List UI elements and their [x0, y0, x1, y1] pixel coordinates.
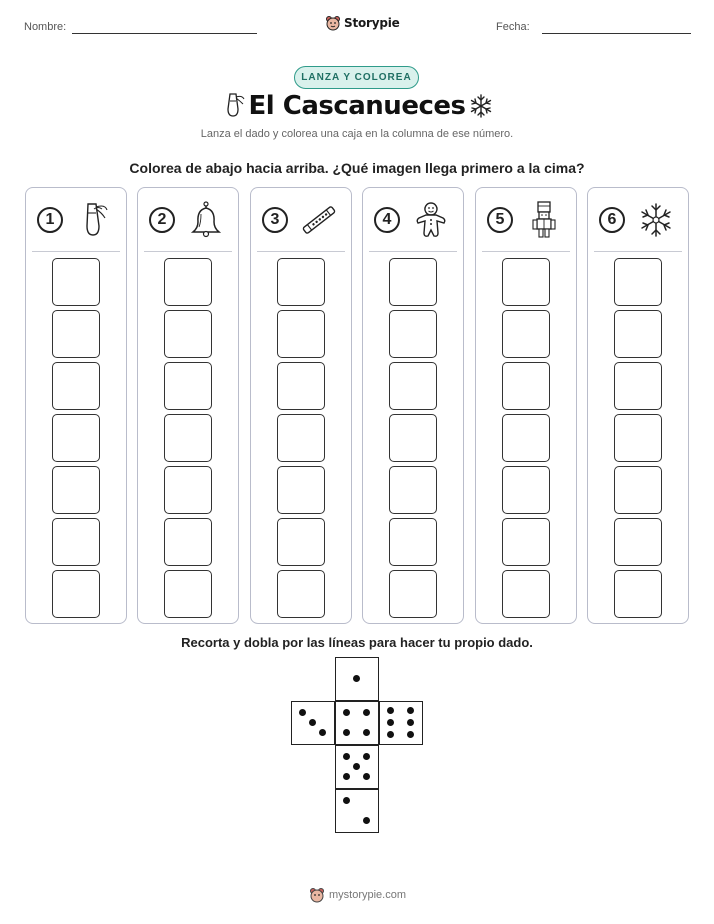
color-box[interactable]	[614, 466, 662, 514]
gingerbread-man-icon	[411, 200, 451, 240]
color-box[interactable]	[164, 518, 212, 566]
color-box[interactable]	[277, 310, 325, 358]
die-pip	[343, 709, 350, 716]
die-pip	[319, 729, 326, 736]
die-pip	[387, 707, 394, 714]
die-instruction: Recorta y dobla por las líneas para hacer tu propio dado.	[181, 635, 533, 650]
color-box[interactable]	[389, 518, 437, 566]
name-line[interactable]	[72, 33, 257, 34]
color-box[interactable]	[614, 310, 662, 358]
color-box[interactable]	[164, 414, 212, 462]
color-box[interactable]	[164, 362, 212, 410]
brand-name: Storypie	[344, 16, 400, 30]
die-face-1	[335, 657, 379, 701]
die-pip	[353, 763, 360, 770]
color-box[interactable]	[614, 362, 662, 410]
column-number: 6	[599, 207, 625, 233]
column-2	[137, 187, 239, 624]
color-box[interactable]	[502, 310, 550, 358]
die-pip	[299, 709, 306, 716]
column-number: 5	[487, 207, 513, 233]
die-pip	[363, 709, 370, 716]
die-pip	[387, 731, 394, 738]
color-box[interactable]	[52, 258, 100, 306]
color-box[interactable]	[614, 570, 662, 618]
column-divider	[32, 251, 120, 252]
color-box[interactable]	[52, 518, 100, 566]
column-1	[25, 187, 127, 624]
flute-icon	[299, 200, 339, 240]
color-box[interactable]	[52, 414, 100, 462]
color-box[interactable]	[52, 310, 100, 358]
color-box[interactable]	[502, 570, 550, 618]
color-box[interactable]	[389, 414, 437, 462]
die-pip	[407, 731, 414, 738]
die-face-2	[335, 789, 379, 833]
column-number: 4	[374, 207, 400, 233]
activity-badge: LANZA Y COLOREA	[294, 66, 419, 89]
die-pip	[407, 707, 414, 714]
color-box[interactable]	[52, 466, 100, 514]
bell-icon	[186, 200, 226, 240]
color-box[interactable]	[277, 414, 325, 462]
color-box[interactable]	[614, 414, 662, 462]
die-face-4	[335, 701, 379, 745]
color-box[interactable]	[277, 258, 325, 306]
color-box[interactable]	[389, 570, 437, 618]
column-3	[250, 187, 352, 624]
die-face-5	[335, 745, 379, 789]
die-pip	[363, 753, 370, 760]
subtitle: Lanza el dado y colorea una caja en la columna de ese número.	[200, 128, 514, 140]
page-title: El Cascanueces	[248, 91, 466, 121]
column-5	[475, 187, 577, 624]
column-divider	[257, 251, 345, 252]
color-box[interactable]	[389, 362, 437, 410]
color-box[interactable]	[52, 362, 100, 410]
footer	[309, 885, 406, 905]
color-box[interactable]	[389, 310, 437, 358]
storypie-mascot-icon	[325, 15, 341, 31]
color-box[interactable]	[52, 570, 100, 618]
die-pip	[407, 719, 414, 726]
die-pip	[363, 817, 370, 824]
footer-url[interactable]: mystorypie.com	[329, 889, 407, 901]
color-box[interactable]	[164, 466, 212, 514]
instruction-text: Colorea de abajo hacia arriba. ¿Qué imagen llega primero a la cima?	[129, 160, 585, 176]
color-box[interactable]	[277, 518, 325, 566]
die-pip	[343, 753, 350, 760]
die-pip	[343, 729, 350, 736]
die-pip	[343, 773, 350, 780]
date-line[interactable]	[542, 33, 691, 34]
color-box[interactable]	[502, 414, 550, 462]
die-face-6	[379, 701, 423, 745]
snowflake-icon	[468, 93, 494, 119]
die-pip	[309, 719, 316, 726]
die-pip	[387, 719, 394, 726]
color-box[interactable]	[164, 570, 212, 618]
name-label: Nombre:	[24, 21, 67, 33]
column-number: 3	[262, 207, 288, 233]
ballet-slipper-icon	[74, 200, 114, 240]
color-box[interactable]	[614, 258, 662, 306]
column-divider	[482, 251, 570, 252]
color-box[interactable]	[277, 362, 325, 410]
die-pip	[353, 675, 360, 682]
color-box[interactable]	[502, 518, 550, 566]
color-box[interactable]	[277, 570, 325, 618]
nutcracker-soldier-icon	[524, 200, 564, 240]
color-box[interactable]	[164, 310, 212, 358]
column-number: 2	[149, 207, 175, 233]
column-number: 1	[37, 207, 63, 233]
column-divider	[369, 251, 457, 252]
color-box[interactable]	[502, 258, 550, 306]
color-box[interactable]	[277, 466, 325, 514]
storypie-mascot-icon	[309, 887, 325, 903]
color-box[interactable]	[164, 258, 212, 306]
column-divider	[144, 251, 232, 252]
color-box[interactable]	[614, 518, 662, 566]
snowflake-icon	[636, 200, 676, 240]
color-box[interactable]	[389, 466, 437, 514]
die-pip	[363, 729, 370, 736]
column-4	[362, 187, 464, 624]
die-pip	[363, 773, 370, 780]
color-box[interactable]	[502, 466, 550, 514]
column-6	[587, 187, 689, 624]
color-box[interactable]	[502, 362, 550, 410]
die-pip	[343, 797, 350, 804]
storypie-logo	[325, 13, 400, 33]
column-divider	[594, 251, 682, 252]
die-face-3	[291, 701, 335, 745]
color-box[interactable]	[389, 258, 437, 306]
date-label: Fecha:	[496, 21, 530, 33]
